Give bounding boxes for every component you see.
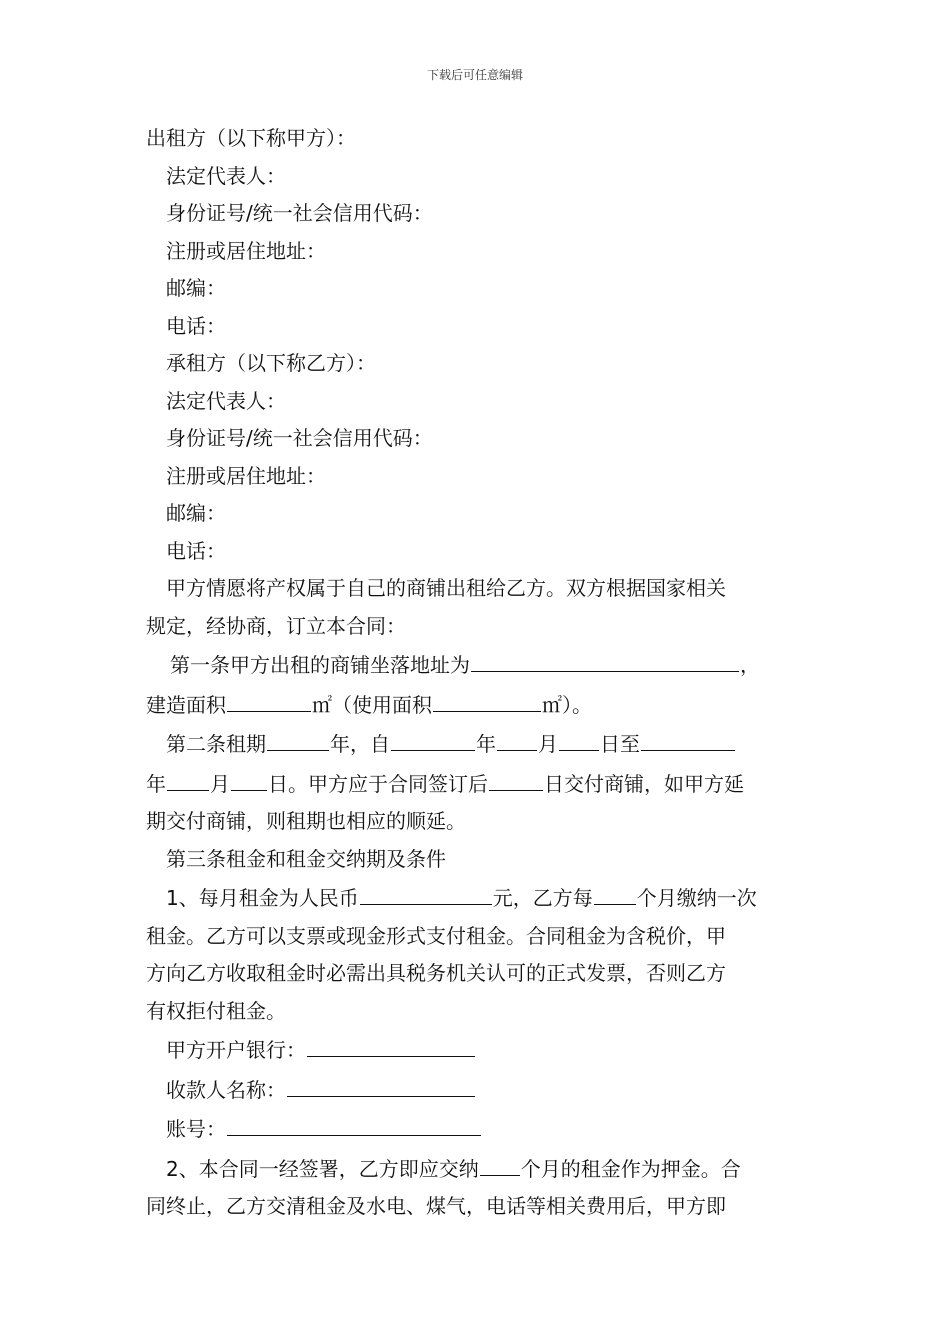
start-year-blank[interactable]	[391, 724, 475, 751]
payee-line	[146, 1070, 806, 1110]
article-3-p1-line-1	[146, 878, 806, 918]
start-month-label: 月	[538, 732, 558, 756]
account-label: 账号：	[166, 1117, 226, 1141]
end-year-blank[interactable]	[641, 724, 735, 751]
lessor-title: 出租方（以下称甲方）：	[146, 126, 356, 150]
pay-interval-blank[interactable]	[594, 878, 636, 905]
deposit-label-2: 个月的租金作为押金。合	[520, 1156, 741, 1181]
lease-from-label: 年，自	[330, 732, 390, 756]
pay-once-label: 个月缴纳一次	[636, 886, 757, 910]
bank-label: 甲方开户银行：	[166, 1038, 306, 1062]
use-area-label: ㎡（使用面积	[312, 692, 432, 717]
build-area-blank[interactable]	[227, 685, 311, 712]
article-1-comma: ，	[740, 653, 760, 677]
article-3-p1-line-3: 方向乙方收取租金时必需出具税务机关认可的正式发票，否则乙方	[146, 961, 726, 985]
use-area-blank[interactable]	[433, 685, 541, 712]
monthly-rent-blank[interactable]	[360, 878, 492, 905]
lessor-rep-label: 法定代表人：	[166, 163, 286, 188]
lease-term-label: 第二条租期	[166, 732, 266, 756]
payee-blank[interactable]	[287, 1070, 475, 1097]
article-3-p2-line-2: 同终止，乙方交清租金及水电、煤气，电话等相关费用后，甲方即	[146, 1194, 726, 1218]
lessee-title: 承租方（以下称乙方）：	[166, 351, 376, 375]
contract-body	[146, 120, 806, 1226]
lessor-address-label: 注册或居住地址：	[166, 238, 326, 263]
lessee-address-label: 注册或居住地址：	[166, 463, 326, 488]
start-month-blank[interactable]	[497, 724, 537, 751]
article-1-line-2	[146, 685, 806, 725]
start-year-label: 年	[476, 732, 496, 756]
lessee-id-label: 身份证号/统一社会信用代码：	[166, 426, 433, 450]
article-3-p1-line-2: 租金。乙方可以支票或现金形式支付租金。合同租金为含税价，甲	[146, 923, 726, 948]
start-day-blank[interactable]	[559, 724, 599, 751]
deposit-months-blank[interactable]	[480, 1149, 520, 1176]
lessee-postcode-label: 邮编：	[166, 501, 226, 525]
end-month-blank[interactable]	[167, 764, 209, 791]
area-unit-close: ㎡）。	[542, 692, 592, 717]
monthly-rent-label: 1、每月租金为人民币	[166, 886, 359, 910]
lessor-phone-label: 电话：	[166, 313, 226, 338]
account-blank[interactable]	[227, 1109, 481, 1136]
article-2-line-3: 期交付商铺，则租期也相应的顺延。	[146, 809, 466, 833]
lessor-postcode-label: 邮编：	[166, 276, 226, 300]
end-year-label: 年	[146, 771, 166, 796]
intro-line-2: 规定，经协商，订立本合同：	[146, 613, 406, 638]
article-2-line-1	[146, 724, 806, 764]
payee-label: 收款人名称：	[166, 1077, 286, 1102]
lessor-id-label: 身份证号/统一社会信用代码：	[166, 201, 433, 225]
article-2-line-2	[146, 764, 806, 804]
article-1-line-1	[146, 645, 806, 685]
address-blank[interactable]	[471, 645, 739, 672]
article-3-p2-line-1	[146, 1149, 806, 1189]
article-3-p1-line-4: 有权拒付租金。	[146, 998, 286, 1023]
pay-every-label: 元，乙方每	[492, 886, 593, 910]
intro-line-1: 甲方情愿将产权属于自己的商铺出租给乙方。双方根据国家相关	[166, 576, 726, 600]
delivery-text-2: 日交付商铺，如甲方延	[544, 771, 744, 796]
bank-blank[interactable]	[307, 1030, 475, 1057]
end-day-blank[interactable]	[231, 764, 267, 791]
delivery-days-blank[interactable]	[489, 764, 543, 791]
build-area-label: 建造面积	[146, 692, 226, 717]
account-line	[146, 1109, 806, 1149]
lessee-rep-label: 法定代表人：	[166, 388, 286, 413]
deposit-label: 2、本合同一经签署，乙方即应交纳	[166, 1156, 479, 1181]
article-1-text: 第一条甲方出租的商铺坐落地址为	[170, 653, 470, 677]
bank-line	[146, 1030, 806, 1070]
lease-years-blank[interactable]	[267, 724, 329, 751]
article-3-title: 第三条租金和租金交纳期及条件	[166, 846, 446, 871]
page-header-note: 下载后可任意编辑	[426, 68, 523, 82]
lease-to-label: 日至	[600, 732, 640, 756]
lessee-phone-label: 电话：	[166, 538, 226, 563]
delivery-text: 日。甲方应于合同签订后	[268, 771, 488, 796]
end-month-label: 月	[210, 771, 230, 796]
